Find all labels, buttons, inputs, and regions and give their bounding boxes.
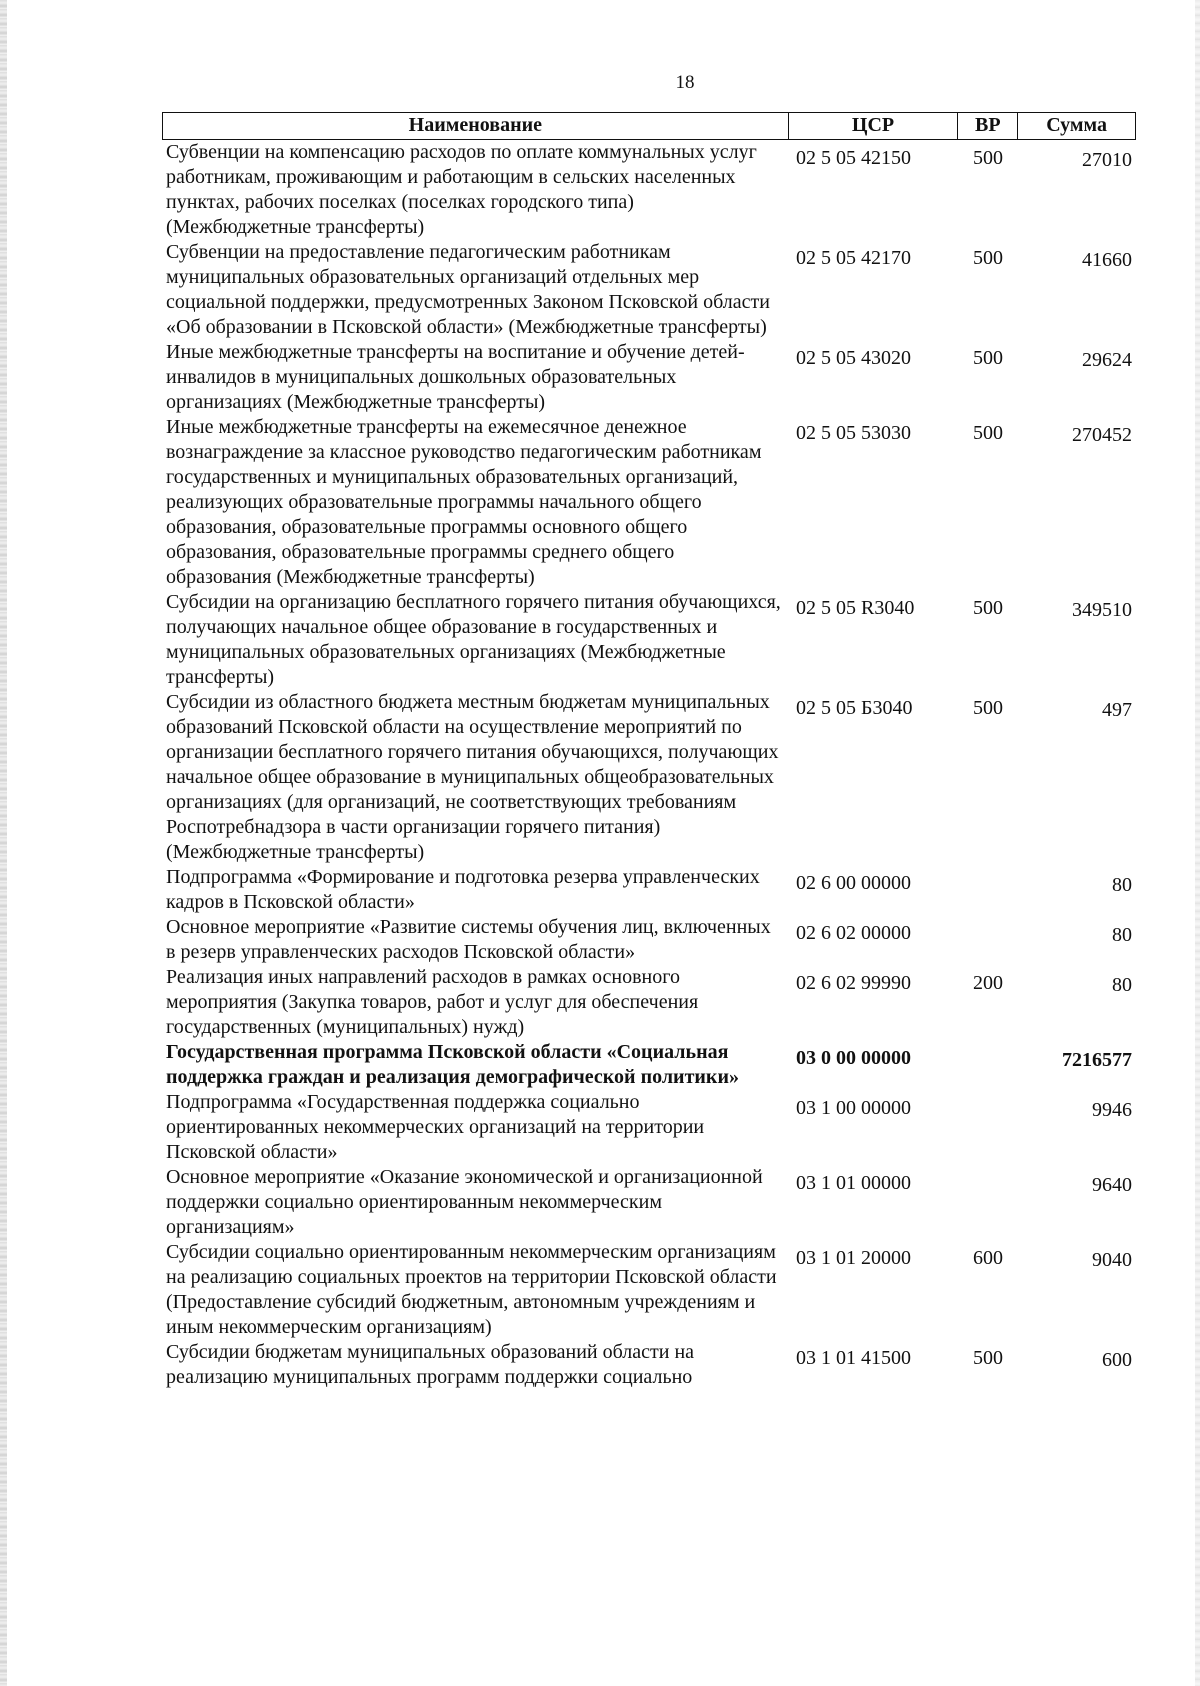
row-csr: 02 5 05 43020: [796, 347, 911, 369]
row-csr: 03 1 01 00000: [796, 1172, 911, 1194]
scan-edge-right: [1195, 0, 1200, 1686]
row-vr: [958, 1040, 1018, 1046]
table-row: [162, 340, 1136, 415]
table-row: [162, 965, 1136, 1040]
row-vr: [958, 915, 1018, 921]
row-sum: 29624: [1082, 349, 1132, 371]
table-row: [162, 415, 1136, 590]
table-header: [162, 112, 1136, 140]
row-sum: 27010: [1082, 149, 1132, 171]
row-name: Основное мероприятие «Развитие системы обучения лиц, включенных в резерв управленческих расходов Псковской области»: [166, 916, 771, 963]
row-sum: 9040: [1092, 1249, 1132, 1271]
row-csr: 02 6 02 00000: [796, 922, 911, 944]
row-csr: 02 6 02 99990: [796, 972, 911, 994]
row-name: Иные межбюджетные трансферты на ежемесячное денежное вознаграждение за классное руководство педагогическим работникам государственных и муниципальных образовательных организаций, реализующих образовательные программы начального общего образования, образовательные программы основного общего образования, образовательные программы среднего общего образования (Межбюджетные трансферты): [166, 416, 762, 588]
row-name: Государственная программа Псковской области «Социальная поддержка граждан и реализация демографической политики»: [166, 1041, 739, 1088]
row-sum: 80: [1112, 974, 1132, 996]
row-name: Иные межбюджетные трансферты на воспитание и обучение детей-инвалидов в муниципальных дошкольных образовательных организациях (Межбюджетные трансферты): [166, 341, 745, 413]
row-name: Субсидии социально ориентированным некоммерческим организациям на реализацию социальных проектов на территории Псковской области (Предоставление субсидий бюджетным, автономным учреждениям и иным некоммерческим организациям): [166, 1241, 777, 1338]
row-sum: 9640: [1092, 1174, 1132, 1196]
table-row: [162, 1090, 1136, 1165]
row-sum: 7216577: [1062, 1049, 1132, 1071]
row-vr: 500: [973, 1347, 1003, 1369]
row-name: Реализация иных направлений расходов в рамках основного мероприятия (Закупка товаров, работ и услуг для обеспечения государственных (муниципальных) нужд): [166, 966, 699, 1038]
scan-edge-left: [0, 0, 7, 1686]
row-vr: 500: [973, 247, 1003, 269]
row-name: Субсидии на организацию бесплатного горячего питания обучающихся, получающих начальное общее образование в государственных и муниципальных образовательных организациях (Межбюджетные трансферты): [166, 591, 781, 688]
table-row: [162, 590, 1136, 690]
row-name: Субсидии бюджетам муниципальных образований области на реализацию муниципальных программ поддержки социально: [166, 1341, 695, 1388]
table-row: [162, 690, 1136, 865]
table-row: [162, 1240, 1136, 1340]
row-sum: 349510: [1072, 599, 1132, 621]
header-csr: ЦСР: [788, 113, 958, 139]
row-sum: 270452: [1072, 424, 1132, 446]
row-csr: 02 5 05 42170: [796, 247, 911, 269]
row-sum: 497: [1102, 699, 1132, 721]
table-row: [162, 1340, 1136, 1390]
table-row: [162, 140, 1136, 240]
row-vr: 500: [973, 147, 1003, 169]
row-csr: 02 5 05 42150: [796, 147, 911, 169]
table-row: [162, 865, 1136, 915]
row-sum: 80: [1112, 874, 1132, 896]
header-sum: Сумма: [1017, 113, 1135, 139]
row-name: Субвенции на предоставление педагогическим работникам муниципальных образовательных организаций отдельных мер социальной поддержки, предусмотренных Законом Псковской области «Об образовании в Псковской области» (Межбюджетные трансферты): [166, 241, 770, 338]
table-row: [162, 1040, 1136, 1090]
row-vr: [958, 1165, 1018, 1171]
row-csr: 03 1 00 00000: [796, 1097, 911, 1119]
row-vr: 500: [973, 597, 1003, 619]
row-sum: 600: [1102, 1349, 1132, 1371]
table-row: [162, 240, 1136, 340]
row-vr: 500: [973, 347, 1003, 369]
row-vr: [958, 865, 1018, 871]
row-csr: 03 0 00 00000: [796, 1047, 911, 1069]
row-name: Основное мероприятие «Оказание экономической и организационной поддержки социально ориентированным некоммерческим организациям»: [166, 1166, 763, 1238]
header-name: Наименование: [408, 114, 543, 136]
row-name: Субвенции на компенсацию расходов по оплате коммунальных услуг работникам, проживающим и работающим в сельских населенных пунктах, рабочих поселках (поселках городского типа) (Межбюджетные трансферты): [166, 141, 757, 238]
row-name: Подпрограмма «Формирование и подготовка резерва управленческих кадров в Псковской области»: [166, 866, 760, 913]
table-body: [162, 140, 1136, 1390]
row-vr: 200: [973, 972, 1003, 994]
row-csr: 02 5 05 R3040: [796, 597, 915, 619]
row-sum: 80: [1112, 924, 1132, 946]
table-row: [162, 1165, 1136, 1240]
row-csr: 03 1 01 20000: [796, 1247, 911, 1269]
row-csr: 03 1 01 41500: [796, 1347, 911, 1369]
row-csr: 02 6 00 00000: [796, 872, 911, 894]
table-row: [162, 915, 1136, 965]
row-name: Подпрограмма «Государственная поддержка социально ориентированных некоммерческих организаций на территории Псковской области»: [166, 1091, 705, 1163]
row-vr: [958, 1090, 1018, 1096]
row-name: Субсидии из областного бюджета местным бюджетам муниципальных образований Псковской области на осуществление мероприятий по организации бесплатного горячего питания обучающихся, получающих начальное общее образование в муниципальных общеобразовательных организациях (для организаций, не соответствующих требованиям Роспотребнадзора в части организации горячего питания) (Межбюджетные трансферты): [166, 691, 779, 863]
row-vr: 500: [973, 697, 1003, 719]
row-csr: 02 5 05 Б3040: [796, 697, 913, 719]
row-csr: 02 5 05 53030: [796, 422, 911, 444]
page-number: 18: [675, 72, 695, 93]
header-vr: ВР: [957, 113, 1017, 139]
row-sum: 41660: [1082, 249, 1132, 271]
row-vr: 600: [973, 1247, 1003, 1269]
row-vr: 500: [973, 422, 1003, 444]
row-sum: 9946: [1092, 1099, 1132, 1121]
budget-table: [162, 112, 1136, 1390]
